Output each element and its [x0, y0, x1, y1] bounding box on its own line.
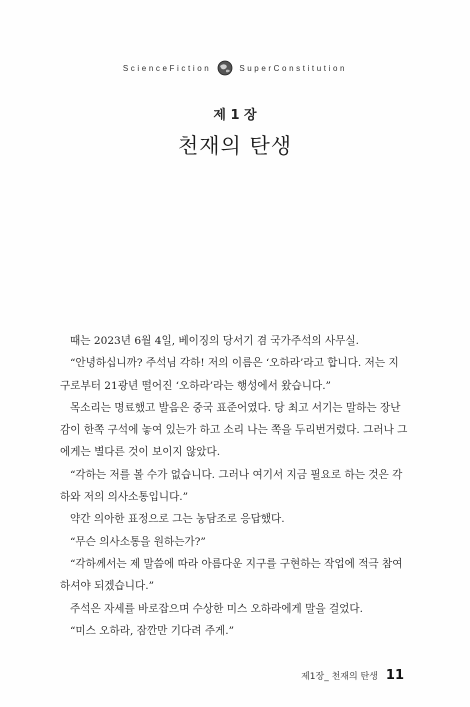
running-header: [0, 60, 470, 76]
paragraph: 주석은 자세를 바로잡으며 수상한 미스 오하라에게 말을 걸었다.: [70, 602, 364, 615]
chapter-title: 천재의 탄생: [177, 134, 293, 158]
paragraph: “안녕하십니까? 주석님 각하! 저의 이름은 ‘오하라’라고 합니다. 저는 지구로부터 21광년 떨어진 ‘오하라’라는 행성에서 왔습니다.”: [60, 357, 399, 392]
paragraph: “미스 오하라, 잠깐만 기다려 주게.”: [70, 624, 235, 637]
paragraph: 때는 2023년 6월 4일, 베이징의 당서기 겸 국가주석의 사무실.: [70, 335, 360, 347]
body-text: [60, 330, 408, 642]
page-number: 11: [385, 668, 404, 683]
header-left-text: ScienceFiction: [122, 63, 212, 73]
paragraph: “각하는 저를 볼 수가 없습니다. 그러나 여기서 지금 필요로 하는 것은 각하와 저의 의사소통입니다.”: [60, 468, 403, 504]
header-right-text: SuperConstitution: [239, 63, 348, 73]
footer-running-title: 제1장_ 천재의 탄생: [301, 672, 378, 682]
chapter-number: 제 1 장: [213, 108, 257, 123]
paragraph: 목소리는 명료했고 발음은 중국 표준어였다. 당 최고 서기는 말하는 장난감이 한쪽 구석에 놓여 있는가 하고 소리 나는 쪽을 두리번거렸다. 그러나 그에게는 별다른 것이 보이지 않았다.: [60, 401, 408, 459]
paragraph: “각하께서는 제 말씀에 따라 아름다운 지구를 구현하는 작업에 적극 참여하셔야 되겠습니다.”: [60, 557, 403, 593]
paragraph: “무슨 의사소통을 원하는가?”: [70, 535, 206, 548]
page-footer: [301, 668, 404, 683]
paragraph: 약간 의아한 표정으로 그는 농담조로 응답했다.: [70, 513, 285, 526]
globe-icon: [217, 60, 233, 76]
